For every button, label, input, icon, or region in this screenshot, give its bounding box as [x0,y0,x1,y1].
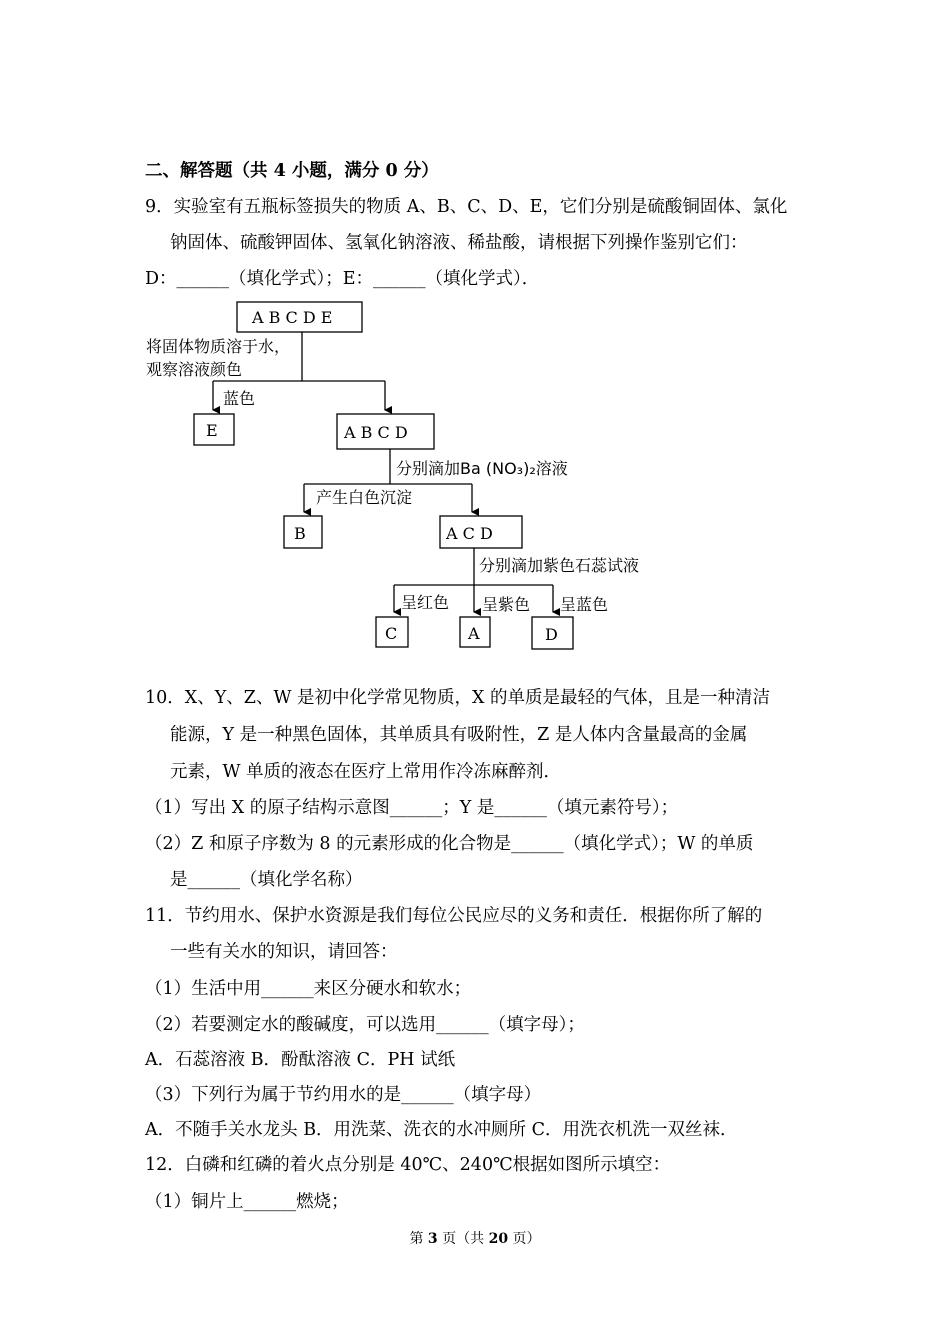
footer-prefix: 第 [409,1231,424,1247]
q9-line3: D：______（填化学式）；E：______（填化学式）． [145,269,540,289]
step1-label-1: 将固体物质溶于水， [146,337,291,356]
box-acd-label: A C D [446,524,493,543]
page-number: 3 [427,1231,438,1247]
q10-line3: 元素，W 单质的液态在医疗上常用作冷冻麻醉剂． [170,762,562,782]
q9-line1: 9．实验室有五瓶标签损失的物质 A、B、C、D、E，它们分别是硫酸铜固体、氯化 [145,197,788,217]
box-e-label: E [206,421,218,440]
box-d-label: D [545,625,558,644]
q11-options2: A．石蕊溶液 B．酚酞溶液 C．PH 试纸 [145,1050,456,1070]
q11-line1: 11．节约用水、保护水资源是我们每位公民应尽的义务和责任．根据你所了解的 [145,906,763,926]
box-abcde-label: A B C D E [252,308,333,327]
blue-label: 蓝色 [223,389,256,408]
purple-label: 呈紫色 [482,595,531,614]
box-a-label: A [468,624,480,643]
bluecolor-label: 呈蓝色 [560,595,609,614]
page-footer [0,1228,950,1248]
section-title: 二、解答题（共 4 小题，满分 0 分） [145,161,439,181]
step1-label-2: 观察溶液颜色 [146,360,243,379]
q10-sub2-line2: 是______（填化学名称） [170,870,363,890]
page-total: 20 [488,1231,509,1247]
q10-line2: 能源，Y 是一种黑色固体，其单质具有吸附性，Z 是人体内含量最高的金属 [170,725,748,745]
q10-sub1: （1）写出 X 的原子结构示意图______；Y 是______（填元素符号）； [145,798,679,818]
red-label: 呈红色 [401,593,450,612]
q12-sub1: （1）铜片上______燃烧； [145,1192,349,1212]
step3-label: 分别滴加紫色石蕊试液 [479,556,640,575]
q11-options3: A．不随手关水龙头 B．用洗菜、洗衣的水冲厕所 C．用洗衣机洗一双丝袜． [145,1120,738,1140]
footer-suffix: 页） [512,1231,541,1247]
footer-middle: 页（共 [442,1231,485,1247]
q12-line1: 12．白磷和红磷的着火点分别是 40℃、240℃根据如图所示填空： [145,1155,671,1175]
q10-line1: 10．X、Y、Z、W 是初中化学常见物质，X 的单质是最轻的气体，且是一种清洁 [145,688,771,708]
q11-sub1: （1）生活中用______来区分硬水和软水； [145,979,472,999]
q10-sub2-line1: （2）Z 和原子序数为 8 的元素形成的化合物是______（填化学式）；W 的单质 [145,834,754,854]
step2-label: 分别滴加Ba (NO₃)₂溶液 [396,459,568,478]
q11-sub3: （3）下列行为属于节约用水的是______（填字母） [145,1085,542,1105]
q11-sub2: （2）若要测定水的酸碱度，可以选用______（填字母）； [145,1015,585,1035]
box-abcd-label: A B C D [344,423,408,442]
q9-line2: 钠固体、硫酸钾固体、氢氧化钠溶液、稀盐酸，请根据下列操作鉴别它们： [170,233,748,253]
box-c-label: C [385,624,398,643]
q11-line2: 一些有关水的知识，请回答： [170,942,398,962]
white-ppt-label: 产生白色沉淀 [316,488,413,507]
box-b-label: B [294,524,306,543]
